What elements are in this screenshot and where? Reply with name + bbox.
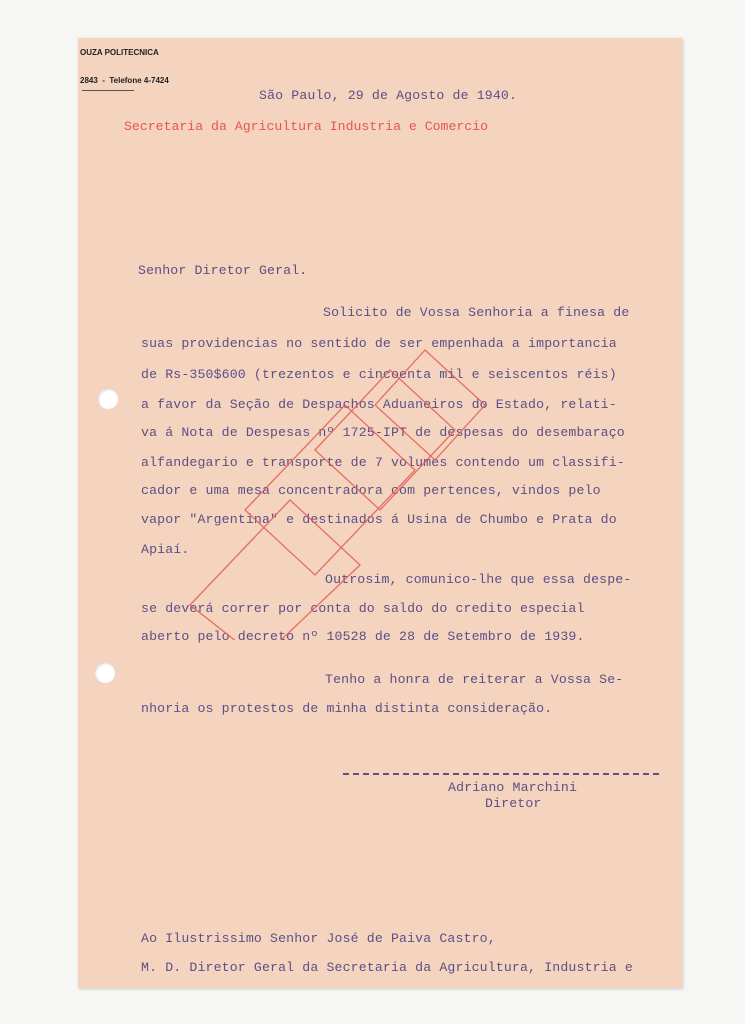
paragraph2-line: Outrosim, comunico-lhe que essa despe- xyxy=(325,572,632,587)
paragraph1-line: suas providencias no sentido de ser empenhada a importancia xyxy=(141,336,617,351)
addressee-line: M. D. Diretor Geral da Secretaria da Agricultura, Industria e xyxy=(141,960,633,975)
paragraph1-line: a favor da Seção de Despachos Aduaneiros do Estado, relati- xyxy=(141,397,617,412)
punch-hole-top xyxy=(98,389,118,409)
signature-line xyxy=(343,773,659,775)
paragraph2-line: aberto pelo decreto nº 10528 de 28 de Setembro de 1939. xyxy=(141,629,585,644)
paragraph1-line: cador e uma mesa concentradora com pertences, vindos pelo xyxy=(141,483,601,498)
paragraph3-line: Tenho a honra de reiterar a Vossa Se- xyxy=(325,672,624,687)
addressee-line: Ao Ilustrissimo Senhor José de Paiva Castro, xyxy=(141,931,496,946)
signatory-title: Diretor xyxy=(485,796,542,811)
paragraph1-line: Solicito de Vossa Senhoria a finesa de xyxy=(323,305,630,320)
letterhead-phone: 2843 - Telefone 4-7424 xyxy=(80,76,169,85)
department-line: Secretaria da Agricultura Industria e Comercio xyxy=(124,119,489,134)
date-line: São Paulo, 29 de Agosto de 1940. xyxy=(259,88,518,103)
letterhead-divider xyxy=(82,90,134,91)
salutation: Senhor Diretor Geral. xyxy=(138,263,308,278)
paragraph3-line: nhoria os protestos de minha distinta consideração. xyxy=(141,701,553,716)
paragraph2-line: se deverá correr por conta do saldo do credito especial xyxy=(141,601,585,616)
paragraph1-line: alfandegario e transporte de 7 volumes contendo um classifi- xyxy=(141,455,625,470)
punch-hole-bottom xyxy=(95,663,115,683)
signatory-name: Adriano Marchini xyxy=(448,780,578,795)
paragraph1-line: de Rs-350$600 (trezentos e cincoenta mil e seiscentos réis) xyxy=(141,367,617,382)
paragraph1-line: Apiaí. xyxy=(141,542,190,557)
letterhead-school: OUZA POLITECNICA xyxy=(80,48,159,57)
paragraph1-line: va á Nota de Despesas nº 1725-IPT de despesas do desembaraço xyxy=(141,425,625,440)
paragraph1-line: vapor "Argentina" e destinados á Usina de Chumbo e Prata do xyxy=(141,512,617,527)
